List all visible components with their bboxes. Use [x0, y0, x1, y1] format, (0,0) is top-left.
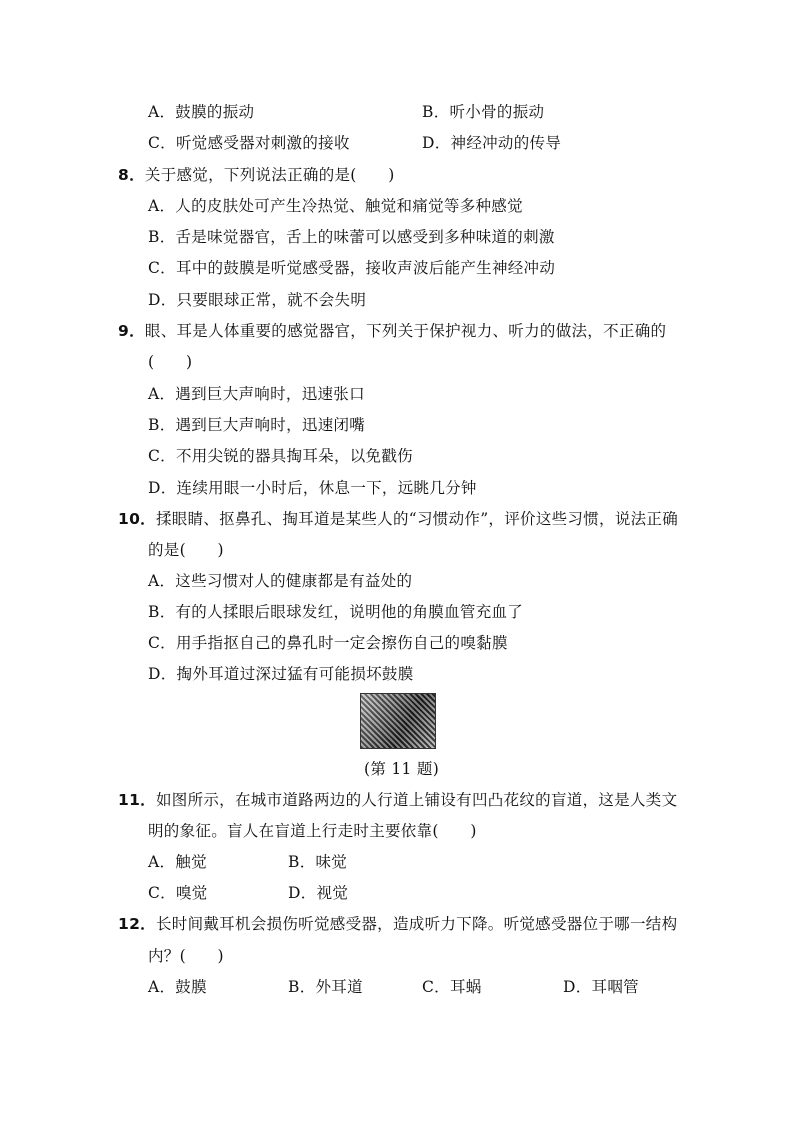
q11-option-b: B．味觉: [288, 853, 348, 871]
q12-option-b: B．外耳道: [288, 978, 363, 996]
q11-stem-line1: 如图所示，在城市道路两边的人行道上铺设有凹凸花纹的盲道，这是人类文: [155, 791, 678, 809]
q7-option-b: B．听小骨的振动: [422, 103, 545, 121]
q9-number: 9．: [118, 322, 145, 340]
q10-stem-line1: 揉眼睛、抠鼻孔、掏耳道是某些人的“习惯动作”，评价这些习惯，说法正确: [155, 510, 679, 528]
q7-option-a: A．鼓膜的振动: [148, 103, 255, 121]
q9-stem-line1: 眼、耳是人体重要的感觉器官，下列关于保护视力、听力的做法，不正确的: [144, 322, 667, 340]
q9-stem-line2: ( ): [148, 353, 193, 371]
q8-option-b: B．舌是味觉器官，舌上的味蕾可以感受到多种味道的刺激: [148, 228, 555, 246]
q10-stem-line2: 的是( ): [148, 541, 224, 559]
q12-stem: [118, 914, 677, 934]
q9-option-c: C．不用尖锐的器具掏耳朵，以免戳伤: [148, 447, 413, 465]
q11-stem-line2: 明的象征。盲人在盲道上行走时主要依靠( ): [148, 822, 477, 840]
q8-option-a: A．人的皮肤处可产生冷热觉、触觉和痛觉等多种感觉: [148, 197, 523, 215]
q12-option-a: A．鼓膜: [148, 978, 207, 996]
q12-stem-line2: 内？( ): [148, 947, 224, 965]
q8-stem: [118, 165, 395, 185]
q11-option-c: C．嗅觉: [148, 884, 208, 902]
q8-option-d: D．只要眼球正常，就不会失明: [148, 291, 367, 309]
q9-option-b: B．遇到巨大声响时，迅速闭嘴: [148, 416, 366, 434]
q11-option-a: A．触觉: [148, 853, 207, 871]
figure-caption: (第 11 题): [364, 760, 440, 778]
q10-option-c: C．用手指抠自己的鼻孔时一定会擦伤自己的嗅黏膜: [148, 634, 508, 652]
q9-option-a: A．遇到巨大声响时，迅速张口: [148, 385, 365, 403]
q10-stem: [118, 509, 678, 529]
q12-stem-line1: 长时间戴耳机会损伤听觉感受器，造成听力下降。听觉感受器位于哪一结构: [155, 915, 678, 933]
q8-number: 8．: [118, 166, 145, 184]
q9-stem: [118, 321, 666, 341]
q11-stem: [118, 790, 677, 810]
q12-option-d: D．耳咽管: [563, 978, 639, 996]
q8-option-c: C．耳中的鼓膜是听觉感受器，接收声波后能产生神经冲动: [148, 259, 556, 277]
q10-option-d: D．掏外耳道过深过猛有可能损坏鼓膜: [148, 665, 414, 683]
q7-option-d: D．神经冲动的传导: [422, 134, 562, 152]
q12-option-c: C．耳蜗: [422, 978, 482, 996]
q11-number: 11．: [118, 791, 156, 809]
q10-number: 10．: [118, 510, 156, 528]
q10-option-b: B．有的人揉眼后眼球发红，说明他的角膜血管充血了: [148, 603, 524, 621]
q10-option-a: A．这些习惯对人的健康都是有益处的: [148, 572, 413, 590]
q8-stem-text: 关于感觉，下列说法正确的是( ): [144, 166, 395, 184]
q12-number: 12．: [118, 915, 156, 933]
tactile-paving-photo: [360, 693, 436, 749]
q9-option-d: D．连续用眼一小时后，休息一下，远眺几分钟: [148, 479, 477, 497]
q11-option-d: D．视觉: [288, 884, 349, 902]
q7-option-c: C．听觉感受器对刺激的接收: [148, 134, 350, 152]
